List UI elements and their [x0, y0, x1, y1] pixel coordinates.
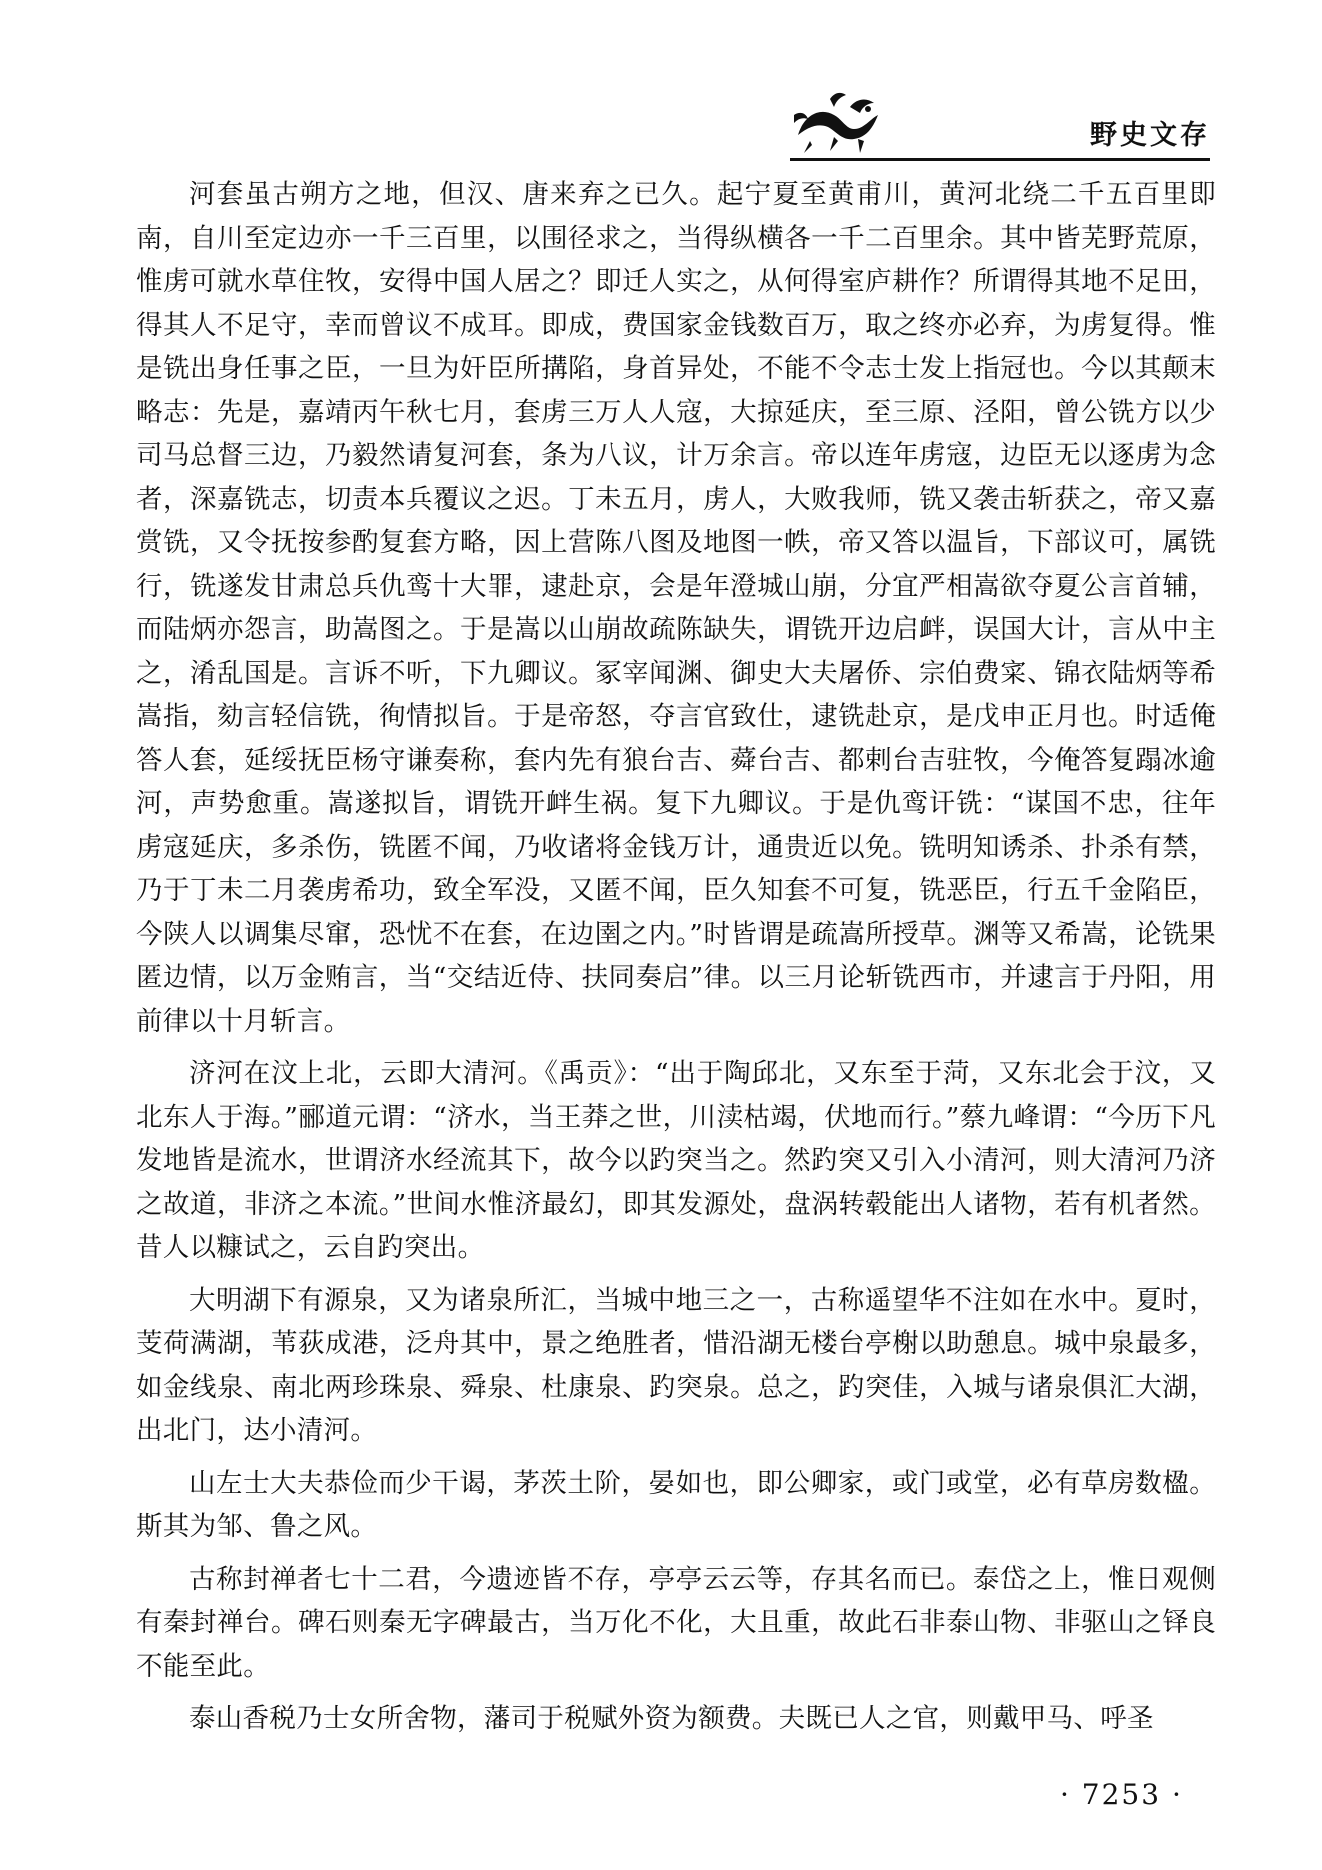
body-text: [136, 173, 1216, 1750]
paragraph: 大明湖下有源泉，又为诸泉所汇，当城中地三之一，古称遥望华不注如在水中。夏时，芰荷满湖，苇荻成港，泛舟其中，景之绝胜者，惜沿湖无楼台亭榭以助憩息。城中泉最多，如金线泉、南北两珍珠泉、舜泉、杜康泉、趵突泉。总之，趵突佳，入城与诸泉俱汇大湖，出北门，达小清河。: [136, 1284, 1216, 1446]
dragon-emblem-icon: [790, 85, 890, 157]
page-number: · 7253 ·: [1060, 1778, 1183, 1811]
paragraph: 古称封禅者七十二君，今遗迹皆不存，亭亭云云等，存其名而已。泰岱之上，惟日观侧有秦封禅台。碑石则秦无字碑最古，当万化不化，大且重，故此石非泰山物、非驱山之铎良不能至此。: [136, 1563, 1216, 1682]
paragraph: 河套虽古朔方之地，但汉、唐来弃之已久。起宁夏至黄甫川，黄河北绕二千五百里即南，自川至定边亦一千三百里，以围径求之，当得纵横各一千二百里余。其中皆芜野荒原，惟虏可就水草住牧，安得中国人居之？即迁人实之，从何得室庐耕作？所谓得其地不足田，得其人不足守，幸而曾议不成耳。即成，费国家金钱数百万，取之终亦必弃，为虏复得。惟是铣出身任事之臣，一旦为奸臣所搆陷，身首异处，不能不令志士发上指冠也。今以其颠末略志：先是，嘉靖丙午秋七月，套虏三万人人寇，大掠延庆，至三原、泾阳，曾公铣方以少司马总督三边，乃毅然请复河套，条为八议，计万余言。帝以连年虏寇，边臣无以逐虏为念者，深嘉铣志，切责本兵覆议之迟。丁未五月，虏人，大败我师，铣又袭击斩获之，帝又嘉赏铣，又令抚按参酌复套方略，因上营陈八图及地图一帙，帝又答以温旨，下部议可，属铣行，铣遂发甘肃总兵仇鸾十大罪，逮赴京，会是年澄城山崩，分宜严相嵩欲夺夏公言首辅，而陆炳亦怨言，助嵩图之。于是嵩以山崩故疏陈缺失，谓铣开边启衅，误国大计，言从中主之，淆乱国是。言诉不听，下九卿议。冢宰闻渊、御史大夫屠侨、宗伯费寀、锦衣陆炳等希嵩指，劾言轻信铣，徇情拟旨。于是帝怒，夺言官致仕，逮铣赴京，是戊申正月也。时适俺答人套，延绥抚臣杨守谦奏称，套内先有狼台吉、蕣台吉、都剌台吉驻牧，今俺答复蹋冰逾河，声势愈重。嵩遂拟旨，谓铣开衅生祸。复下九卿议。于是仇鸾讦铣：“谋国不忠，往年虏寇延庆，多杀伤，铣匿不闻，乃收诸将金钱万计，通贵近以免。铣明知诱杀、扑杀有禁，乃于丁未二月袭虏希功，致全军没，又匿不闻，臣久知套不可复，铣恶臣，行五千金陷臣，今陕人以调集尽窜，恐忧不在套，在边圉之内。”时皆谓是疏嵩所授草。渊等又希嵩，论铣果匿边情，以万金贿言，当“交结近侍、扶同奏启”律。以三月论斩铣西市，并逮言于丹阳，用前律以十月斩言。: [136, 179, 1216, 1037]
running-header: [790, 85, 1230, 160]
header-title: 野史文存: [1090, 120, 1210, 151]
paragraph: 济河在汶上北，云即大清河。《禹贡》：“出于陶邱北，又东至于菏，又东北会于汶，又北东人于海。”郦道元谓：“济水，当王莽之世，川渎枯竭，伏地而行。”蔡九峰谓：“今历下凡发地皆是流水，世谓济水经流其下，故今以趵突当之。然趵突又引入小清河，则大清河乃济之故道，非济之本流。”世间水惟济最幻，即其发源处，盘涡转毂能出人诸物，若有机者然。昔人以糠试之，云自趵突出。: [136, 1058, 1216, 1263]
paragraph: 山左士大夫恭俭而少干谒，茅茨土阶，晏如也，即公卿家，或门或堂，必有草房数楹。斯其为邹、鲁之风。: [136, 1467, 1216, 1542]
header-rule: [790, 158, 1210, 161]
paragraph: 泰山香税乃士女所舍物，藩司于税赋外资为额费。夫既已人之官，则戴甲马、呼圣: [189, 1703, 1154, 1734]
